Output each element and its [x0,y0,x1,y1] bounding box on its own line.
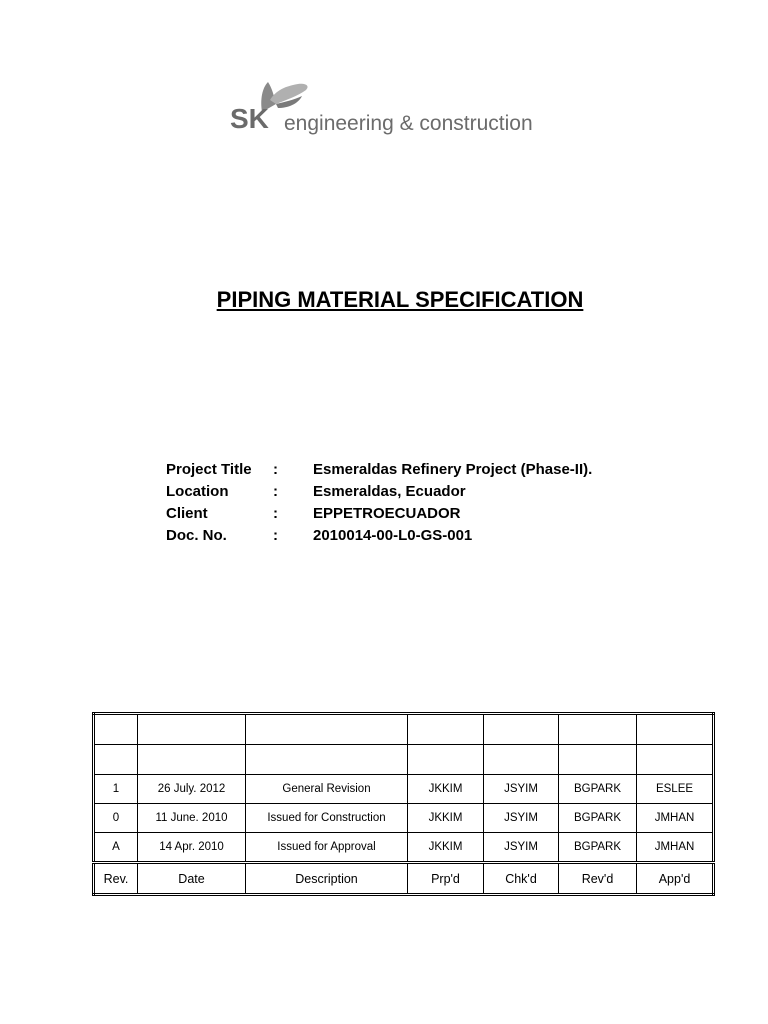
table-header-row [94,863,714,895]
document-title: PIPING MATERIAL SPECIFICATION [216,287,584,312]
checked-cell: JSYIM [484,804,559,833]
info-label: Doc. No. [166,527,227,544]
column-header-approved: App'd [637,863,714,895]
rev-cell: A [94,833,138,863]
info-label: Client [166,505,208,522]
column-header-prepared: Prp'd [408,863,484,895]
description-cell: Issued for Approval [246,833,408,863]
info-colon: : [273,461,278,478]
info-value: Esmeraldas Refinery Project (Phase-II). [313,461,593,478]
description-cell: Issued for Construction [246,804,408,833]
revision-table [92,712,715,896]
date-cell: 14 Apr. 2010 [138,833,246,863]
rev-cell: 1 [94,775,138,804]
table-row [94,833,714,863]
column-header-date: Date [138,863,246,895]
column-header-reviewed: Rev'd [559,863,637,895]
column-header-rev: Rev. [94,863,138,895]
table-row [94,804,714,833]
info-colon: : [273,483,278,500]
info-value: 2010014-00-L0-GS-001 [313,527,473,544]
info-colon: : [273,527,278,544]
date-cell: 11 June. 2010 [138,804,246,833]
checked-cell: JSYIM [484,775,559,804]
table-row [94,745,714,775]
company-logo [230,78,570,148]
approved-cell: JMHAN [637,833,714,863]
reviewed-cell: BGPARK [559,804,637,833]
prepared-cell: JKKIM [408,775,484,804]
description-cell: General Revision [246,775,408,804]
table-row [94,714,714,745]
prepared-cell: JKKIM [408,833,484,863]
info-label: Location [166,483,229,500]
prepared-cell: JKKIM [408,804,484,833]
table-row [94,775,714,804]
rev-cell: 0 [94,804,138,833]
column-header-description: Description [246,863,408,895]
column-header-checked: Chk'd [484,863,559,895]
info-value: EPPETROECUADOR [313,505,461,522]
date-cell: 26 July. 2012 [138,775,246,804]
logo-tagline: engineering & construction [284,112,533,135]
info-label: Project Title [166,461,252,478]
info-value: Esmeraldas, Ecuador [313,483,466,500]
reviewed-cell: BGPARK [559,833,637,863]
approved-cell: JMHAN [637,804,714,833]
info-colon: : [273,505,278,522]
approved-cell: ESLEE [637,775,714,804]
logo-brand: SK [230,103,269,134]
checked-cell: JSYIM [484,833,559,863]
reviewed-cell: BGPARK [559,775,637,804]
